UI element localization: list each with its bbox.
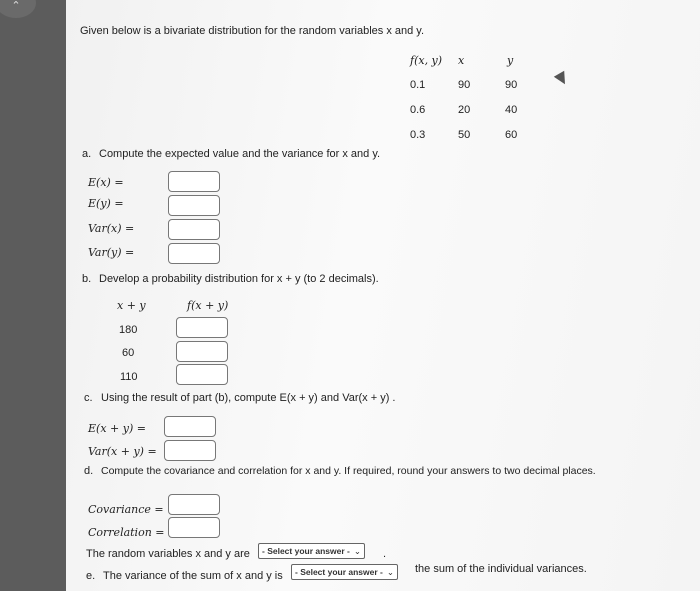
- variance-sum-select[interactable]: [291, 564, 398, 580]
- intro-text: Given below is a bivariate distribution for the random variables x and y.: [80, 25, 425, 37]
- correlation-input[interactable]: [168, 517, 220, 538]
- xplusy-value: 180: [119, 324, 138, 336]
- part-d-label: d.: [84, 465, 94, 477]
- table-header-x: x: [458, 54, 465, 67]
- varx-input[interactable]: [168, 219, 220, 240]
- covariance-input[interactable]: [168, 494, 220, 515]
- part-a-text: Compute the expected value and the variance for x and y.: [99, 148, 381, 160]
- table-header-fxy: f(x, y): [410, 54, 443, 67]
- label-covariance: Covariance =: [88, 503, 164, 516]
- xplusy-value: 110: [120, 371, 138, 383]
- part-c-label: c.: [84, 392, 93, 404]
- label-varx: Var(x) =: [88, 222, 135, 235]
- table-cell: 0.1: [410, 79, 426, 91]
- table-cell: 40: [505, 104, 518, 116]
- chevron-down-icon: ⌄: [353, 546, 361, 556]
- part-b-label: b.: [82, 273, 92, 285]
- vary-input[interactable]: [168, 243, 220, 264]
- fxy-input-3[interactable]: [176, 364, 228, 385]
- label-exy: E(x + y) =: [88, 422, 146, 435]
- label-vary: Var(y) =: [88, 246, 135, 259]
- nav-circle-icon: ⌃: [0, 0, 36, 18]
- part-e-text: The variance of the sum of x and y is: [103, 570, 283, 582]
- col-header-xplusy: x + y: [117, 299, 146, 312]
- table-cell: 0.6: [410, 104, 426, 116]
- xplusy-value: 60: [122, 347, 135, 359]
- table-cell: 90: [505, 79, 518, 91]
- fxy-input-2[interactable]: [176, 341, 228, 362]
- table-cell: 90: [458, 79, 471, 91]
- label-ex: E(x) =: [88, 176, 124, 189]
- fxy-input-1[interactable]: [176, 317, 228, 338]
- varxy-input[interactable]: [164, 440, 216, 461]
- exy-input[interactable]: [164, 416, 216, 437]
- table-cell: 50: [458, 129, 471, 141]
- part-b-text: Develop a probability distribution for x + y (to 2 decimals).: [99, 273, 379, 285]
- label-varxy: Var(x + y) =: [88, 445, 157, 458]
- col-header-fxplusy: f(x + y): [187, 299, 229, 312]
- ex-input[interactable]: [168, 171, 220, 192]
- part-d-text: Compute the covariance and correlation for x and y. If required, round your answers to two decimal places.: [101, 465, 596, 477]
- part-c-text: Using the result of part (b), compute E(x + y) and Var(x + y) .: [101, 392, 396, 404]
- table-cell: 0.3: [410, 129, 426, 141]
- table-cell: 60: [505, 129, 518, 141]
- part-e-label: e.: [86, 570, 96, 582]
- ey-input[interactable]: [168, 195, 220, 216]
- label-ey: E(y) =: [88, 197, 124, 210]
- part-a-label: a.: [82, 148, 92, 160]
- dependence-sentence: The random variables x and y are: [86, 548, 250, 560]
- dependence-select[interactable]: [258, 543, 365, 559]
- label-correlation: Correlation =: [88, 526, 165, 539]
- table-header-y: y: [507, 54, 514, 67]
- chevron-down-icon: ⌄: [386, 567, 394, 577]
- sentence-period: .: [383, 548, 387, 560]
- part-e-suffix: the sum of the individual variances.: [415, 563, 587, 575]
- select-label: - Select your answer -: [295, 567, 383, 577]
- table-cell: 20: [458, 104, 471, 116]
- select-label: - Select your answer -: [262, 546, 350, 556]
